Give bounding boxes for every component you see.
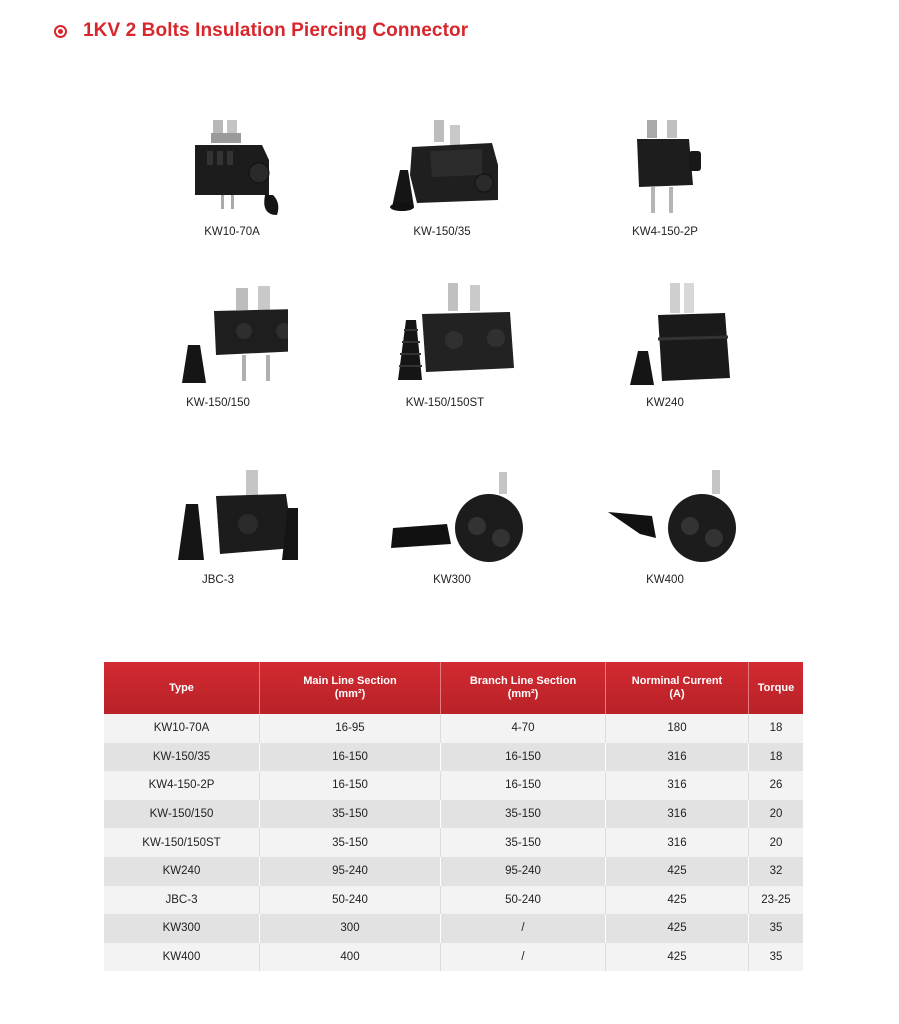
connector-compact-icon	[177, 115, 287, 220]
product-label: KW-150/35	[413, 226, 471, 238]
product-label: KW10-70A	[204, 226, 260, 238]
product-item	[565, 115, 765, 238]
connector-small-icon	[615, 115, 715, 220]
table-row	[104, 828, 803, 857]
table-cell: 50-240	[260, 886, 441, 915]
header-branch-line: Branch Line Section (mm²)	[441, 662, 606, 714]
connector-cap-icon	[372, 115, 512, 220]
table-cell: 316	[606, 771, 749, 800]
connector-sleeve-icon	[370, 280, 520, 391]
table-cell: 180	[606, 714, 749, 743]
table-cell: 95-240	[260, 857, 441, 886]
product-label: KW400	[646, 574, 684, 586]
product-label: KW-150/150ST	[405, 397, 485, 409]
table-cell: 35	[749, 914, 804, 943]
table-cell: KW-150/35	[104, 743, 260, 772]
product-label: KW-150/150	[186, 397, 250, 409]
table-cell: 425	[606, 857, 749, 886]
title-row	[54, 20, 468, 42]
bullet-icon	[54, 25, 67, 38]
table-cell: 316	[606, 743, 749, 772]
header-current: Norminal Current (A)	[606, 662, 749, 714]
table-cell: 35-150	[441, 828, 606, 857]
connector-large-icon	[600, 283, 730, 391]
table-row	[104, 771, 803, 800]
table-cell: 16-150	[260, 743, 441, 772]
header-type: Type	[104, 662, 260, 714]
table-cell: 35-150	[260, 800, 441, 829]
table-cell: 35	[749, 943, 804, 972]
table-cell: JBC-3	[104, 886, 260, 915]
table-cell: 16-150	[260, 771, 441, 800]
connector-double-cap-icon	[138, 468, 298, 568]
product-item	[118, 468, 318, 586]
table-cell: 32	[749, 857, 804, 886]
table-cell: KW10-70A	[104, 714, 260, 743]
table-row	[104, 914, 803, 943]
table-cell: 16-150	[441, 743, 606, 772]
header-torque: Torque	[749, 662, 804, 714]
table-row	[104, 857, 803, 886]
table-cell: 400	[260, 943, 441, 972]
table-cell: 20	[749, 800, 804, 829]
table-cell: 20	[749, 828, 804, 857]
table-cell: 16-95	[260, 714, 441, 743]
table-row	[104, 943, 803, 972]
table-cell: 425	[606, 914, 749, 943]
table-cell: 316	[606, 800, 749, 829]
table-cell: KW300	[104, 914, 260, 943]
product-label: KW240	[646, 397, 684, 409]
product-label: KW300	[433, 574, 471, 586]
table-cell: 23-25	[749, 886, 804, 915]
product-label: JBC-3	[202, 574, 234, 586]
table-cell: KW-150/150ST	[104, 828, 260, 857]
table-cell: 26	[749, 771, 804, 800]
table-cell: 16-150	[441, 771, 606, 800]
table-cell: 316	[606, 828, 749, 857]
table-header-row	[104, 662, 803, 714]
product-item	[118, 283, 318, 409]
table-cell: 18	[749, 714, 804, 743]
table-cell: 18	[749, 743, 804, 772]
table-row	[104, 800, 803, 829]
product-item	[345, 280, 545, 409]
page-title: 1KV 2 Bolts Insulation Piercing Connector	[83, 20, 469, 41]
table-cell: KW4-150-2P	[104, 771, 260, 800]
connector-twin-icon	[148, 283, 288, 391]
table-row	[104, 743, 803, 772]
product-label: KW4-150-2P	[632, 226, 698, 238]
product-item	[352, 468, 552, 586]
connector-round-icon	[590, 468, 740, 568]
header-main-line: Main Line Section (mm²)	[260, 662, 441, 714]
table-cell: 300	[260, 914, 441, 943]
table-cell: 95-240	[441, 857, 606, 886]
table-cell: 35-150	[441, 800, 606, 829]
table-cell: 425	[606, 943, 749, 972]
product-item	[565, 468, 765, 586]
table-cell: 425	[606, 886, 749, 915]
product-item	[132, 115, 332, 238]
table-cell: 35-150	[260, 828, 441, 857]
product-item	[565, 283, 765, 409]
table-cell: KW400	[104, 943, 260, 972]
table-row	[104, 714, 803, 743]
product-item	[342, 115, 542, 238]
table-cell: KW-150/150	[104, 800, 260, 829]
spec-table	[104, 662, 803, 971]
table-row	[104, 886, 803, 915]
table-cell: /	[441, 943, 606, 972]
table-cell: 4-70	[441, 714, 606, 743]
table-cell: /	[441, 914, 606, 943]
table-cell: 50-240	[441, 886, 606, 915]
table-cell: KW240	[104, 857, 260, 886]
connector-round-icon	[377, 468, 527, 568]
